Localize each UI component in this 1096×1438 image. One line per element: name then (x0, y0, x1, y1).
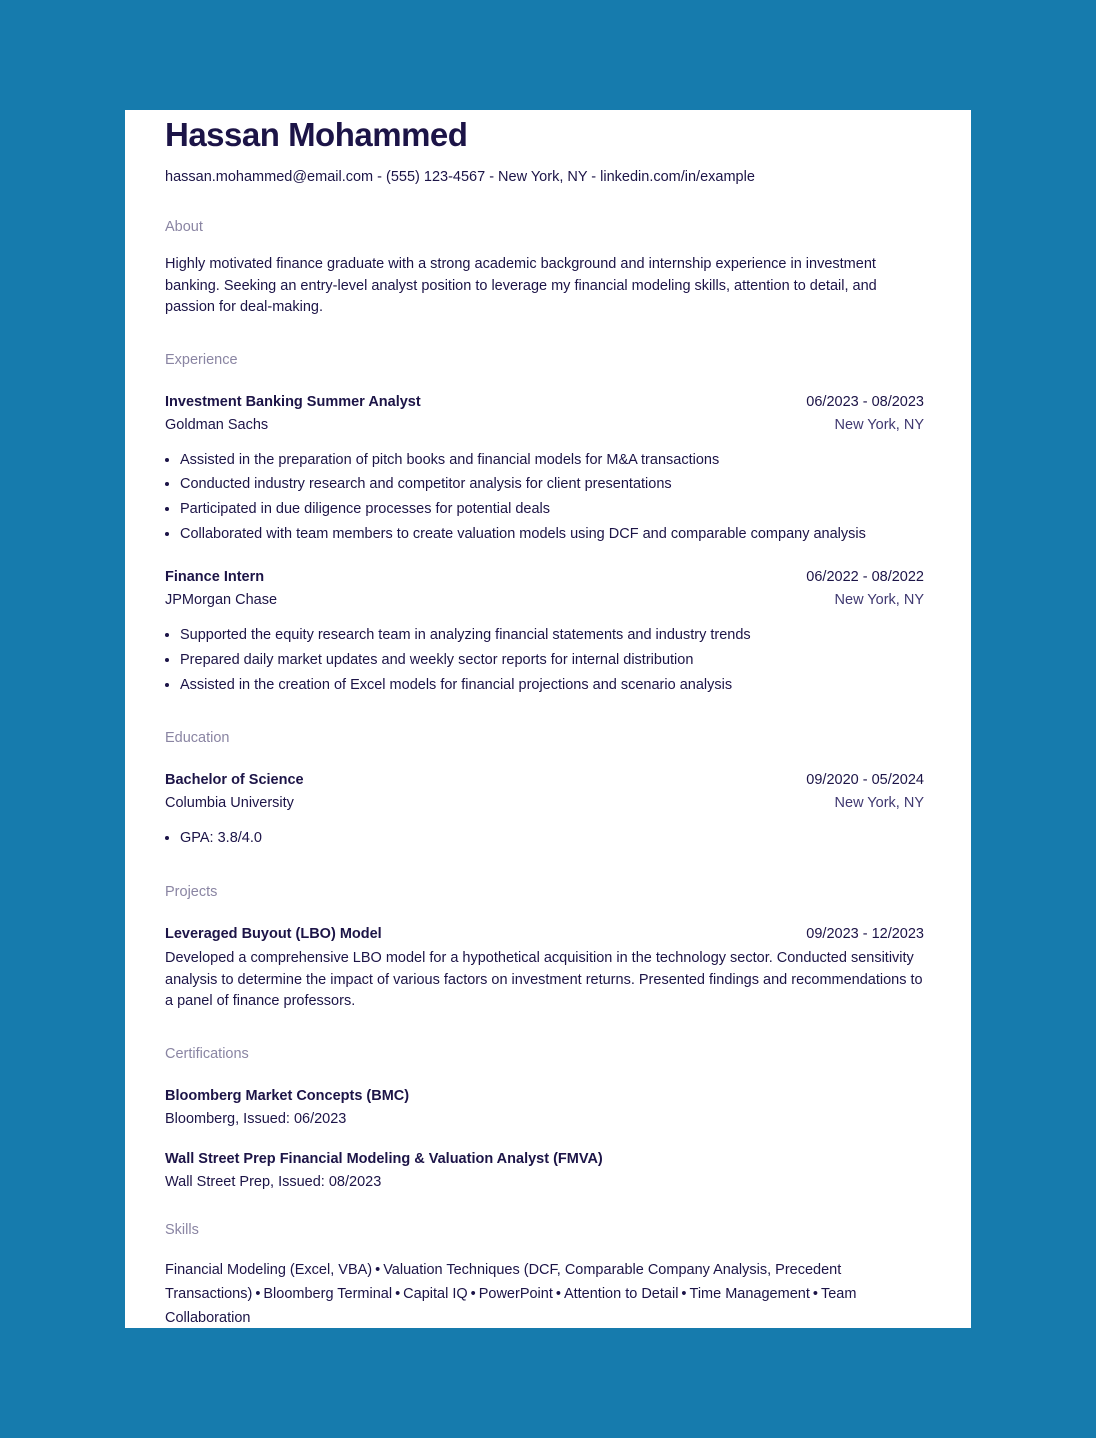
skill-separator: • (395, 1285, 401, 1302)
certification-issuer-line (165, 1171, 924, 1194)
list-item: • Participated in due diligence processes for potential deals (180, 497, 924, 522)
project-dates: 09/2023 - 12/2023 (806, 926, 924, 943)
section-title-skills: Skills (165, 1221, 199, 1238)
list-item: • GPA: 3.8/4.0 (180, 826, 924, 851)
certification-issuer-line (165, 1108, 924, 1131)
certification-entry (165, 1085, 924, 1131)
resume-page (125, 110, 971, 1328)
job-dates: 06/2022 - 08/2022 (806, 569, 924, 586)
experience-header (165, 566, 924, 589)
skill-separator: • (555, 1285, 561, 1302)
education-dates: 09/2020 - 05/2024 (806, 772, 924, 789)
list-item: • Prepared daily market updates and weekly sector reports for internal distribution (180, 648, 924, 673)
project-name: Leveraged Buyout (LBO) Model (165, 926, 382, 943)
skill-item: Attention to Detail (563, 1285, 679, 1302)
experience-header (165, 391, 924, 414)
section-title-projects: Projects (165, 884, 218, 901)
skill-item: PowerPoint (478, 1285, 553, 1302)
list-item: • Assisted in the creation of Excel models for financial projections and scenario analysis (180, 673, 924, 698)
job-location: New York, NY (834, 592, 924, 609)
skill-item: Bloomberg Terminal (263, 1285, 393, 1302)
certification-issued: , Issued: 06/2023 (235, 1110, 347, 1127)
education-entry (165, 769, 924, 851)
section-title-education: Education (165, 730, 230, 747)
skill-item: Time Management (689, 1285, 810, 1302)
skills-list (165, 1258, 924, 1330)
bullet-list (165, 826, 924, 851)
skill-item: Capital IQ (403, 1285, 468, 1302)
list-item: • Collaborated with team members to create valuation models using DCF and comparable company analysis (180, 522, 924, 547)
job-location: New York, NY (834, 416, 924, 433)
skill-separator: • (812, 1285, 818, 1302)
experience-subheader (165, 414, 924, 437)
education-subheader (165, 792, 924, 815)
job-title: Finance Intern (165, 569, 265, 586)
list-item: • Conducted industry research and competitor analysis for client presentations (180, 472, 924, 497)
section-title-certifications: Certifications (165, 1045, 249, 1062)
list-item: • Assisted in the preparation of pitch books and financial models for M&A transactions (180, 448, 924, 473)
company-name: JPMorgan Chase (165, 592, 278, 609)
job-title: Investment Banking Summer Analyst (165, 393, 421, 410)
company-name: Goldman Sachs (165, 416, 269, 433)
school-name: Columbia University (165, 795, 294, 812)
list-item: • Supported the equity research team in analyzing financial statements and industry trends (180, 623, 924, 648)
project-entry (165, 923, 924, 1013)
experience-subheader (165, 589, 924, 612)
section-title-experience: Experience (165, 351, 238, 368)
skill-separator: • (255, 1285, 261, 1302)
job-dates: 06/2023 - 08/2023 (806, 393, 924, 410)
degree-name: Bachelor of Science (165, 772, 304, 789)
project-description: Developed a comprehensive LBO model for a hypothetical acquisition in the technology sector. Conducted sensitivity analysis to determine the impact of various factors on investment returns. Presented findings and recommendations to a panel of finance professors. (165, 950, 923, 1010)
education-header (165, 769, 924, 792)
skill-item: Team Collaboration (165, 1285, 857, 1326)
skill-separator: • (681, 1285, 687, 1302)
school-location: New York, NY (834, 795, 924, 812)
experience-entry (165, 566, 924, 697)
skill-separator: • (375, 1261, 381, 1278)
certification-issued: , Issued: 08/2023 (270, 1173, 382, 1190)
bullet-list (165, 448, 924, 547)
contact-line: hassan.mohammed@email.com - (555) 123-4567 - New York, NY - linkedin.com/in/example (165, 169, 755, 185)
skill-item: Financial Modeling (Excel, VBA) (165, 1261, 373, 1278)
certification-entry (165, 1148, 924, 1194)
skill-separator: • (470, 1285, 476, 1302)
experience-entry (165, 391, 924, 547)
candidate-name: Hassan Mohammed (165, 116, 468, 153)
certification-issuer: Wall Street Prep (165, 1173, 271, 1190)
project-header (165, 923, 924, 946)
certification-issuer: Bloomberg (165, 1110, 236, 1127)
bullet-list (165, 623, 924, 697)
certification-name: Wall Street Prep Financial Modeling & Valuation Analyst (FMVA) (165, 1150, 603, 1167)
certification-name: Bloomberg Market Concepts (BMC) (165, 1087, 410, 1104)
section-title-about: About (165, 219, 203, 235)
about-summary: Highly motivated finance graduate with a strong academic background and internship experience in investment banking. Seeking an entry-level analyst position to leverage my financial modeling skills, attention to detail, and passion for deal-making. (165, 256, 877, 315)
skill-item: Valuation Techniques (DCF, Comparable Company Analysis, Precedent Transactions) (165, 1261, 842, 1302)
